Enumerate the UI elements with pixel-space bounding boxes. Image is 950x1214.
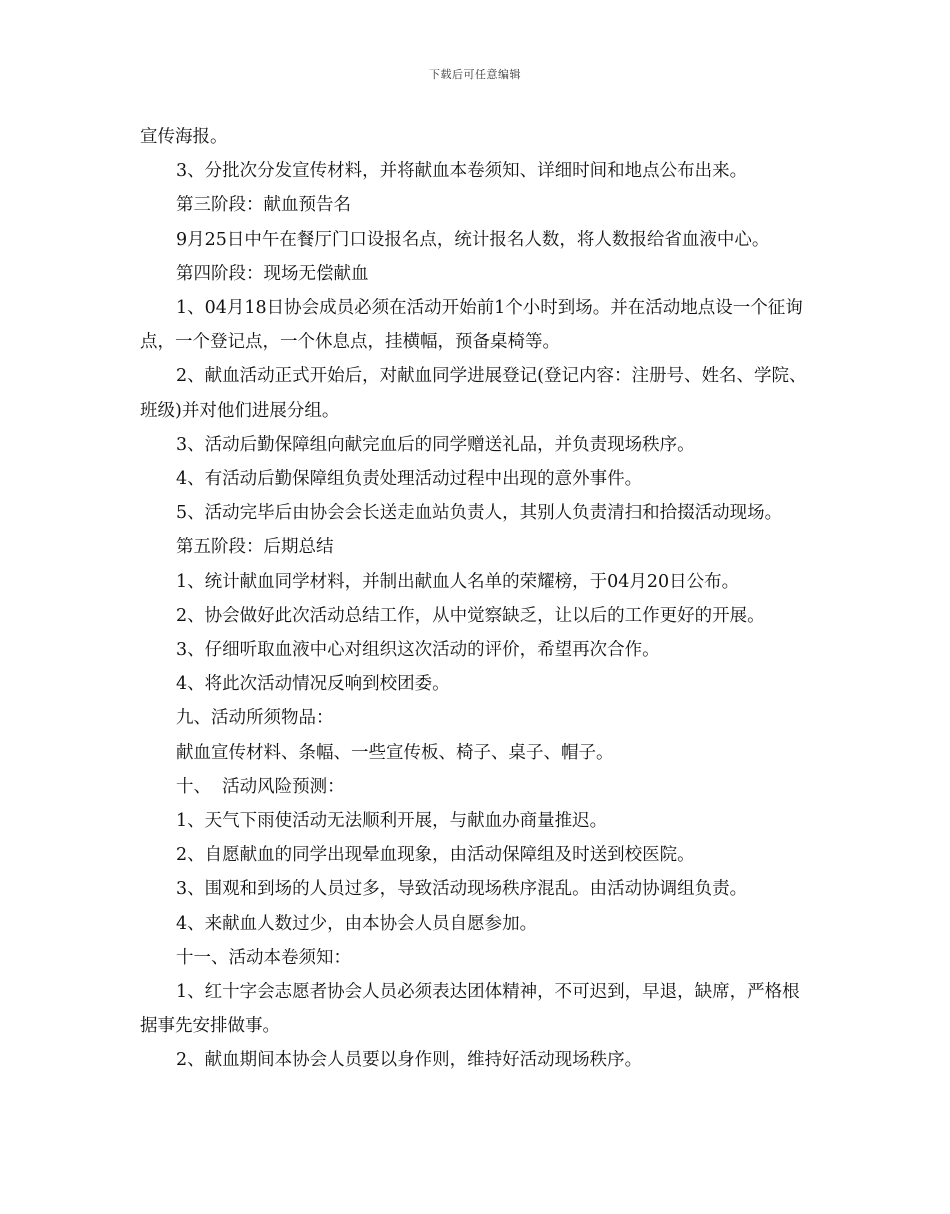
paragraph: 4、来献血人数过少，由本协会人员自愿参加。 xyxy=(176,913,538,934)
paragraph: 3、活动后勤保障组向献完血后的同学赠送礼品，并负责现场秩序。 xyxy=(176,434,695,455)
paragraph: 4、将此次活动情况反响到校团委。 xyxy=(176,674,450,695)
paragraph: 2、协会做好此次活动总结工作，从中觉察缺乏，让以后的工作更好的开展。 xyxy=(176,605,765,626)
document-body xyxy=(140,120,812,1078)
section-heading: 第四阶段：现场无偿献血 xyxy=(176,263,369,284)
section-heading: 第三阶段：献血预告名 xyxy=(176,195,351,216)
paragraph: 2、自愿献血的同学出现晕血现象，由活动保障组及时送到校医院。 xyxy=(176,845,695,866)
paragraph: 1、统计献血同学材料，并制出献血人名单的荣耀榜，于04月20日公布。 xyxy=(176,571,740,592)
paragraph: 2、献血活动正式开始后，对献血同学进展登记(登记内容：注册号、姓名、学院、班级)并对他们进展分组。 xyxy=(140,366,807,421)
paragraph: 5、活动完毕后由协会会长送走血站负责人，其别人负责清扫和拾掇活动现场。 xyxy=(176,503,783,524)
paragraph: 3、仔细听取血液中心对组织这次活动的评价，希望再次合作。 xyxy=(176,640,660,661)
paragraph: 1、天气下雨使活动无法顺利开展，与献血办商量推迟。 xyxy=(176,811,608,832)
paragraph: 4、有活动后勤保障组负责处理活动过程中出现的意外事件。 xyxy=(176,469,643,490)
section-heading: 十一、活动本卷须知： xyxy=(176,947,351,968)
section-heading: 第五阶段：后期总结 xyxy=(176,537,334,558)
paragraph: 2、献血期间本协会人员要以身作则，维持好活动现场秩序。 xyxy=(176,1050,643,1071)
paragraph: 3、围观和到场的人员过多，导致活动现场秩序混乱。由活动协调组负责。 xyxy=(176,879,748,900)
paragraph: 献血宣传材料、条幅、一些宣传板、椅子、桌子、帽子。 xyxy=(176,742,614,763)
section-heading: 九、活动所须物品： xyxy=(176,708,334,729)
paragraph: 9月25日中午在餐厅门口设报名点，统计报名人数，将人数报给省血液中心。 xyxy=(176,229,770,250)
paragraph: 1、04月18日协会成员必须在活动开始前1个小时到场。并在活动地点设一个征询点，一个登记点，一个休息点，挂横幅，预备桌椅等。 xyxy=(140,298,803,353)
section-heading: 十、 活动风险预测： xyxy=(176,776,345,797)
paragraph: 宣传海报。 xyxy=(140,127,228,147)
paragraph: 3、分批次分发宣传材料，并将献血本卷须知、详细时间和地点公布出来。 xyxy=(176,161,748,182)
page-header: 下载后可任意编辑 xyxy=(429,68,521,81)
paragraph: 1、红十字会志愿者协会人员必须表达团体精神，不可迟到，早退，缺席，严格根据事先安排做事。 xyxy=(140,982,800,1037)
